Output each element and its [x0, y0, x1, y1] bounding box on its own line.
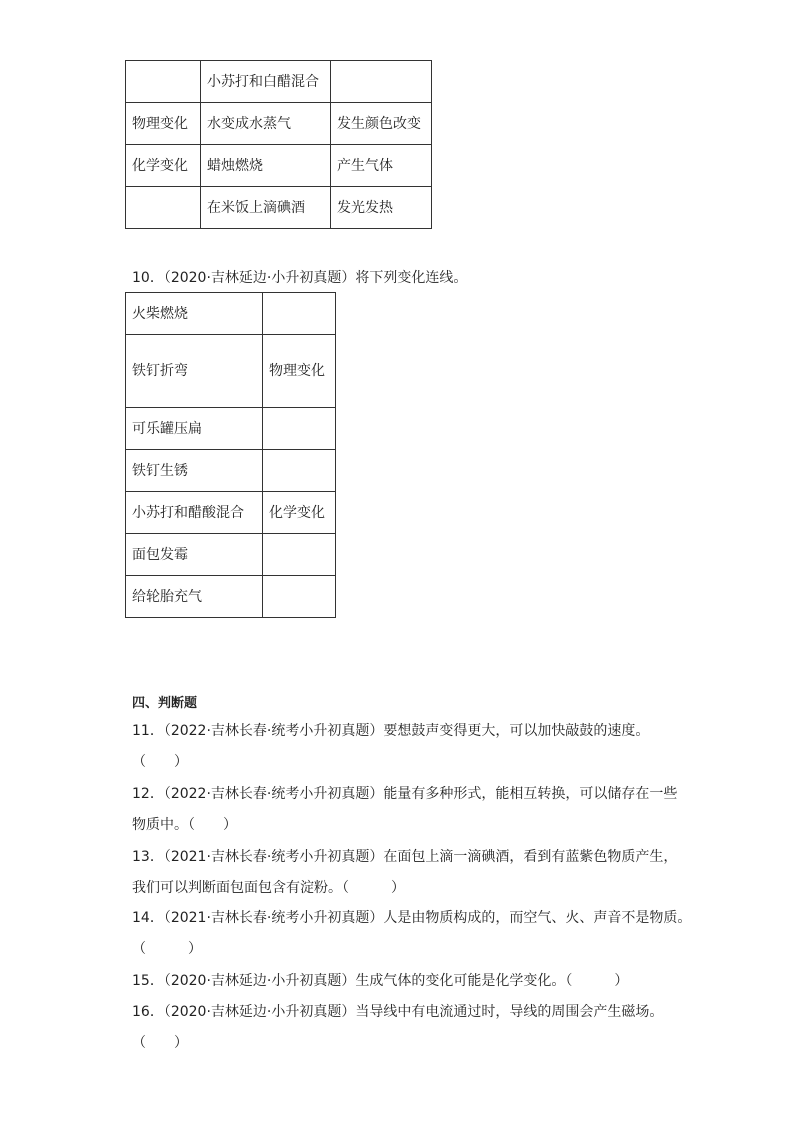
table-cell: 化学变化	[126, 145, 201, 187]
table-cell	[263, 534, 336, 576]
question-14-line1: 14．（2021·吉林长春·统考小升初真题）人是由物质构成的，而空气、火、声音不是物质。	[132, 910, 692, 926]
table-cell	[331, 61, 432, 103]
table-cell	[126, 187, 201, 229]
table-row	[126, 576, 336, 618]
table-row	[126, 293, 336, 335]
table-cell: 小苏打和白醋混合	[201, 61, 331, 103]
question-10-text: 10．（2020·吉林延边·小升初真题）将下列变化连线。	[132, 270, 468, 286]
section-title: 四、判断题	[132, 696, 198, 711]
table-cell	[263, 408, 336, 450]
table-cell	[263, 293, 336, 335]
table-cell: 面包发霉	[126, 534, 263, 576]
question-16-line1: 16．（2020·吉林延边·小升初真题）当导线中有电流通过时，导线的周围会产生磁场。	[132, 1004, 664, 1020]
table-row	[126, 335, 336, 408]
table-row	[126, 492, 336, 534]
table-row	[126, 61, 432, 103]
table-cell: 发光发热	[331, 187, 432, 229]
table-cell: 物理变化	[126, 103, 201, 145]
question-14-line2: （ ）	[132, 941, 202, 957]
question-11-line1: 11．（2022·吉林长春·统考小升初真题）要想鼓声变得更大，可以加快敲鼓的速度。	[132, 723, 650, 739]
matching-table-q9	[125, 60, 432, 229]
table-row	[126, 408, 336, 450]
cell-label: 物理变化	[269, 363, 325, 379]
table-row	[126, 145, 432, 187]
table-cell	[263, 335, 336, 408]
table-row	[126, 450, 336, 492]
table-cell: 火柴燃烧	[126, 293, 263, 335]
question-13-line1: 13．（2021·吉林长春·统考小升初真题）在面包上滴一滴碘酒，看到有蓝紫色物质产生，	[132, 849, 678, 865]
table-cell: 水变成水蒸气	[201, 103, 331, 145]
question-12-line2: 物质中。（ ）	[132, 817, 237, 833]
table-cell	[263, 576, 336, 618]
table-cell	[126, 61, 201, 103]
table-cell: 发生颜色改变	[331, 103, 432, 145]
table-row	[126, 187, 432, 229]
table-cell: 小苏打和醋酸混合	[126, 492, 263, 534]
table-cell: 蜡烛燃烧	[201, 145, 331, 187]
table-cell: 铁钉生锈	[126, 450, 263, 492]
table-cell: 给轮胎充气	[126, 576, 263, 618]
matching-table-q10	[125, 292, 336, 618]
question-12-line1: 12．（2022·吉林长春·统考小升初真题）能量有多种形式，能相互转换，可以储存在一些	[132, 786, 678, 802]
table-cell: 在米饭上滴碘酒	[201, 187, 331, 229]
table-row	[126, 534, 336, 576]
question-15-line1: 15．（2020·吉林延边·小升初真题）生成气体的变化可能是化学变化。（ ）	[132, 973, 629, 989]
table-cell: 铁钉折弯	[126, 335, 263, 408]
question-11-line2: （ ）	[132, 754, 188, 770]
table-cell: 产生气体	[331, 145, 432, 187]
question-16-line2: （ ）	[132, 1035, 188, 1051]
table-cell	[263, 450, 336, 492]
question-13-line2: 我们可以判断面包面包含有淀粉。（ ）	[132, 880, 405, 896]
table-cell: 化学变化	[263, 492, 336, 534]
table-row	[126, 103, 432, 145]
table-cell: 可乐罐压扁	[126, 408, 263, 450]
